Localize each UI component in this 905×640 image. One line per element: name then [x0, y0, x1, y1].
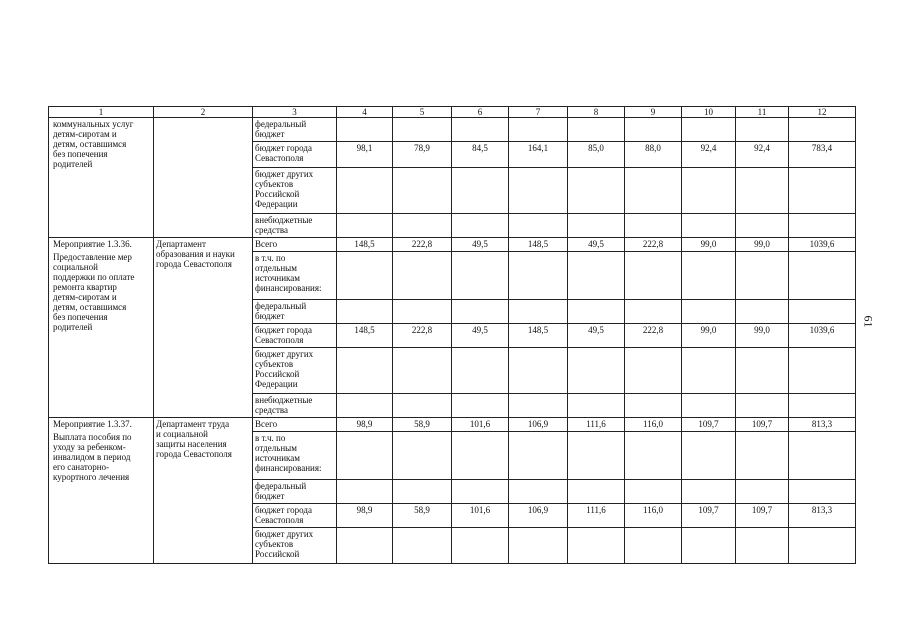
measure-description-text: коммунальных услуг детям-сиротам и детям, оставшимся без попечения родителей [53, 119, 134, 169]
value-cell [509, 118, 568, 142]
value-cell: 109,7 [736, 418, 789, 432]
value-cell [682, 528, 736, 564]
total-value-cell: 1039,6 [789, 238, 856, 252]
value-cell [337, 300, 393, 324]
funding-source-cell: федеральный бюджет [253, 300, 337, 324]
value-cell [625, 348, 682, 394]
value-cell [337, 480, 393, 504]
measure-description-text: Мероприятие 1.3.36. [53, 239, 132, 249]
value-cell: 222,8 [625, 238, 682, 252]
value-cell [452, 528, 509, 564]
column-number: 6 [452, 107, 509, 118]
funding-source-cell: бюджет других субъектов Российской Федерации [253, 348, 337, 394]
value-cell [625, 168, 682, 214]
value-cell: 109,7 [682, 418, 736, 432]
responsible-executor-cell [154, 118, 253, 238]
table-row [49, 118, 856, 142]
value-cell [568, 432, 625, 480]
value-cell: 99,0 [736, 238, 789, 252]
funding-source-cell: в т.ч. по отдельным источникам финансирования: [253, 432, 337, 480]
value-cell [736, 300, 789, 324]
total-value-cell [789, 300, 856, 324]
funding-source-cell: внебюджетные средства [253, 394, 337, 418]
total-value-cell [789, 394, 856, 418]
value-cell [337, 168, 393, 214]
funding-source-cell: Всего [253, 238, 337, 252]
value-cell [452, 394, 509, 418]
value-cell [625, 118, 682, 142]
value-cell [509, 168, 568, 214]
total-value-cell: 783,4 [789, 142, 856, 168]
value-cell: 84,5 [452, 142, 509, 168]
funding-source-cell: федеральный бюджет [253, 480, 337, 504]
value-cell [736, 168, 789, 214]
total-value-cell [789, 348, 856, 394]
value-cell [736, 348, 789, 394]
value-cell [393, 252, 452, 300]
value-cell: 99,0 [682, 238, 736, 252]
value-cell [682, 300, 736, 324]
value-cell [625, 252, 682, 300]
funding-source-cell: бюджет других субъектов Российской [253, 528, 337, 564]
value-cell [452, 348, 509, 394]
value-cell [509, 394, 568, 418]
value-cell [625, 432, 682, 480]
value-cell: 49,5 [452, 324, 509, 348]
value-cell: 92,4 [682, 142, 736, 168]
value-cell [568, 300, 625, 324]
responsible-executor-cell: Департамент образования и науки города Севастополя [154, 238, 253, 418]
value-cell [682, 480, 736, 504]
value-cell [393, 480, 452, 504]
value-cell [509, 480, 568, 504]
value-cell [509, 432, 568, 480]
value-cell [452, 118, 509, 142]
value-cell [337, 252, 393, 300]
value-cell: 116,0 [625, 418, 682, 432]
value-cell [682, 432, 736, 480]
page-number: 61 [861, 315, 876, 328]
total-value-cell [789, 214, 856, 238]
value-cell: 148,5 [509, 324, 568, 348]
value-cell [393, 168, 452, 214]
column-number: 11 [736, 107, 789, 118]
financing-table [48, 106, 856, 564]
total-value-cell [789, 528, 856, 564]
value-cell [509, 528, 568, 564]
funding-source-cell: в т.ч. по отдельным источникам финансирования: [253, 252, 337, 300]
measure-description-text: Мероприятие 1.3.37. [53, 419, 132, 429]
column-number: 2 [154, 107, 253, 118]
value-cell: 88,0 [625, 142, 682, 168]
total-value-cell [789, 168, 856, 214]
funding-source-cell: внебюджетные средства [253, 214, 337, 238]
value-cell [452, 214, 509, 238]
funding-source-cell: бюджет города Севастополя [253, 504, 337, 528]
value-cell [625, 214, 682, 238]
value-cell [568, 348, 625, 394]
funding-source-cell: бюджет города Севастополя [253, 142, 337, 168]
value-cell: 222,8 [393, 238, 452, 252]
value-cell [682, 252, 736, 300]
value-cell: 222,8 [625, 324, 682, 348]
value-cell [393, 348, 452, 394]
value-cell [337, 118, 393, 142]
value-cell: 98,9 [337, 418, 393, 432]
value-cell: 92,4 [736, 142, 789, 168]
value-cell [682, 168, 736, 214]
value-cell [736, 432, 789, 480]
value-cell: 101,6 [452, 418, 509, 432]
value-cell: 111,6 [568, 418, 625, 432]
value-cell: 148,5 [509, 238, 568, 252]
column-number: 5 [393, 107, 452, 118]
value-cell: 148,5 [337, 324, 393, 348]
value-cell [452, 480, 509, 504]
total-value-cell [789, 480, 856, 504]
total-value-cell: 813,3 [789, 418, 856, 432]
value-cell [337, 432, 393, 480]
column-number: 9 [625, 107, 682, 118]
column-number: 1 [49, 107, 154, 118]
total-value-cell [789, 118, 856, 142]
value-cell [568, 394, 625, 418]
value-cell [509, 214, 568, 238]
value-cell: 49,5 [568, 238, 625, 252]
value-cell [337, 394, 393, 418]
value-cell [509, 348, 568, 394]
value-cell [625, 300, 682, 324]
measure-description-text: Выплата пособия по уходу за ребенком- инвалидом в период его санаторно- курортного лечения [53, 432, 132, 482]
value-cell [568, 214, 625, 238]
value-cell: 58,9 [393, 418, 452, 432]
value-cell: 85,0 [568, 142, 625, 168]
value-cell [337, 528, 393, 564]
value-cell [393, 394, 452, 418]
measure-description-cell [49, 118, 154, 238]
funding-source-cell: бюджет других субъектов Российской Федерации [253, 168, 337, 214]
column-number-row [49, 107, 856, 118]
value-cell: 222,8 [393, 324, 452, 348]
measure-description-cell [49, 418, 154, 564]
value-cell [337, 214, 393, 238]
value-cell: 109,7 [682, 504, 736, 528]
value-cell [736, 480, 789, 504]
value-cell: 99,0 [736, 324, 789, 348]
funding-source-cell: Всего [253, 418, 337, 432]
value-cell: 99,0 [682, 324, 736, 348]
value-cell [682, 394, 736, 418]
value-cell: 98,1 [337, 142, 393, 168]
value-cell [509, 300, 568, 324]
funding-source-cell: бюджет города Севастополя [253, 324, 337, 348]
table-row [49, 418, 856, 432]
value-cell: 78,9 [393, 142, 452, 168]
value-cell [568, 528, 625, 564]
value-cell [682, 214, 736, 238]
value-cell: 106,9 [509, 504, 568, 528]
funding-source-cell: федеральный бюджет [253, 118, 337, 142]
measure-description-text: Предоставление мер социальной поддержки по оплате ремонта квартир детям-сиротам и детям, оставшимся без попечения родителей [53, 252, 135, 332]
value-cell: 116,0 [625, 504, 682, 528]
value-cell [452, 168, 509, 214]
value-cell [682, 118, 736, 142]
value-cell [736, 118, 789, 142]
responsible-executor-cell: Департамент труда и социальной защиты населения города Севастополя [154, 418, 253, 564]
value-cell [452, 300, 509, 324]
value-cell [393, 528, 452, 564]
value-cell [625, 394, 682, 418]
value-cell [568, 252, 625, 300]
value-cell [625, 528, 682, 564]
value-cell: 164,1 [509, 142, 568, 168]
value-cell [736, 394, 789, 418]
table-body [49, 107, 856, 564]
column-number: 4 [337, 107, 393, 118]
value-cell [393, 300, 452, 324]
total-value-cell: 813,3 [789, 504, 856, 528]
value-cell [452, 252, 509, 300]
measure-description-cell [49, 238, 154, 418]
value-cell: 49,5 [452, 238, 509, 252]
value-cell: 98,9 [337, 504, 393, 528]
value-cell [337, 348, 393, 394]
value-cell: 148,5 [337, 238, 393, 252]
column-number: 10 [682, 107, 736, 118]
value-cell: 109,7 [736, 504, 789, 528]
total-value-cell: 1039,6 [789, 324, 856, 348]
value-cell: 101,6 [452, 504, 509, 528]
value-cell [452, 432, 509, 480]
column-number: 12 [789, 107, 856, 118]
column-number: 7 [509, 107, 568, 118]
value-cell: 111,6 [568, 504, 625, 528]
value-cell [625, 480, 682, 504]
value-cell [568, 168, 625, 214]
total-value-cell [789, 252, 856, 300]
value-cell: 49,5 [568, 324, 625, 348]
value-cell: 106,9 [509, 418, 568, 432]
value-cell: 58,9 [393, 504, 452, 528]
total-value-cell [789, 432, 856, 480]
value-cell [568, 480, 625, 504]
value-cell [393, 214, 452, 238]
value-cell [682, 348, 736, 394]
value-cell [393, 118, 452, 142]
column-number: 8 [568, 107, 625, 118]
value-cell [736, 528, 789, 564]
table-row [49, 238, 856, 252]
column-number: 3 [253, 107, 337, 118]
value-cell [393, 432, 452, 480]
value-cell [736, 252, 789, 300]
value-cell [568, 118, 625, 142]
value-cell [509, 252, 568, 300]
value-cell [736, 214, 789, 238]
